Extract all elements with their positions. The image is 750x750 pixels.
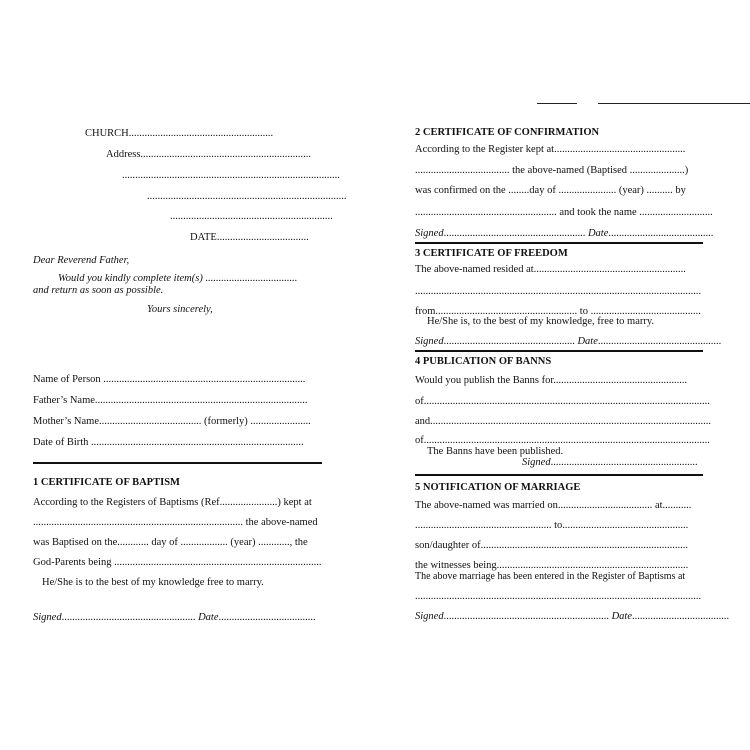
banns-line-1: Would you publish the Banns for................................................... (415, 375, 688, 386)
date-label: Date (587, 228, 609, 239)
date-of-birth-field: Date of Birth ................................................................................. (33, 437, 304, 448)
marriage-line-6: ............................................................................................................. (415, 591, 702, 602)
date-label: Date (611, 611, 632, 622)
signed-label: Signed (415, 336, 444, 347)
freedom-signed-line (415, 336, 721, 348)
church-field: CHURCH....................................................... (85, 128, 274, 139)
baptism-line-1: According to the Registers of Baptisms (Ref......................) kept at (33, 497, 312, 508)
date-label: Date (198, 612, 219, 623)
fathers-name-field: Father’s Name................................................................................. (33, 395, 308, 406)
date-field: DATE................................... (190, 232, 309, 243)
request-line-1: Would you kindly complete item(s) ................................... (58, 273, 298, 284)
freedom-line-4: He/She is, to the best of my knowledge, free to marry. (427, 316, 655, 327)
signed-label: Signed (415, 228, 444, 239)
marriage-line-4: the witnesses being......................................................................... (415, 560, 689, 571)
sign-off: Yours sincerely, (147, 304, 213, 315)
salutation: Dear Reverend Father, (33, 255, 130, 266)
baptism-line-5: He/She is to the best of my knowledge free to marry. (42, 577, 264, 588)
date-label: Date (577, 336, 598, 347)
header-rule-1 (537, 103, 577, 104)
baptism-line-4: God-Parents being ............................................................................... (33, 557, 322, 568)
request-line-2: and return as soon as possible. (33, 285, 164, 296)
address-line-3: ............................................................................ (147, 191, 347, 202)
confirmation-line-3: was confirmed on the ........day of ...................... (year) .......... by (415, 185, 686, 196)
address-line-4: .............................................................. (170, 211, 333, 222)
marriage-line-3: son/daughter of............................................................................... (415, 540, 688, 551)
confirmation-line-1: According to the Register kept at.................................................. (415, 144, 686, 155)
banns-line-4: of............................................................................................................. (415, 435, 710, 446)
section-divider (415, 242, 703, 244)
date-dots: ..................................... (632, 611, 730, 622)
section-divider (33, 462, 322, 464)
banns-line-2: of............................................................................................................. (415, 396, 710, 407)
signed-dots: ................................................... (61, 612, 196, 623)
freedom-heading: 3 CERTIFICATE OF FREEDOM (415, 248, 568, 259)
marriage-heading: 5 NOTIFICATION OF MARRIAGE (415, 482, 581, 493)
signed-label: Signed (522, 457, 551, 468)
freedom-line-3: from...................................................... to .......................................... (415, 306, 701, 317)
freedom-line-1: The above-named resided at.......................................................... (415, 264, 686, 275)
baptism-line-2: ................................................................................ the above-named (33, 517, 318, 528)
signed-dots: ...................................................... (443, 228, 586, 239)
signed-label: Signed (415, 611, 444, 622)
confirmation-line-4: ...................................................... and took the name ............................ (415, 207, 713, 218)
banns-signed-line (522, 457, 698, 469)
date-dots: ..................................... (218, 612, 316, 623)
address-field: Address................................................................. (106, 149, 312, 160)
confirmation-signed-line (415, 228, 713, 240)
mothers-name-field: Mother’s Name....................................... (formerly) ....................... (33, 416, 311, 427)
banns-line-5: The Banns have been published. (427, 446, 564, 457)
confirmation-heading: 2 CERTIFICATE OF CONFIRMATION (415, 127, 600, 138)
marriage-line-5: The above marriage has been entered in the Register of Baptisms at (415, 571, 686, 582)
marriage-line-1: The above-named was married on.................................... at........... (415, 500, 692, 511)
signed-dots: ............................................................... (443, 611, 609, 622)
signed-dots: .................................................. (443, 336, 575, 347)
date-dots: ............................................... (597, 336, 722, 347)
marriage-signed-line (415, 611, 729, 623)
baptism-signed-line (33, 612, 316, 624)
name-of-person-field: Name of Person ............................................................................. (33, 374, 306, 385)
baptism-line-3: was Baptised on the............ day of .................. (year) ............, the (33, 537, 308, 548)
section-divider (415, 350, 703, 352)
address-line-2: ................................................................................... (122, 170, 340, 181)
header-rule-2 (598, 103, 750, 104)
banns-heading: 4 PUBLICATION OF BANNS (415, 356, 552, 367)
confirmation-line-2: .................................... the above-named (Baptised .....................) (415, 165, 689, 176)
date-dots: ........................................ (608, 228, 714, 239)
signed-dots: ........................................................ (550, 457, 698, 468)
freedom-line-2: ............................................................................................................. (415, 286, 702, 297)
signed-label: Signed (33, 612, 62, 623)
banns-line-3: and........................................................................................................... (415, 416, 712, 427)
baptism-heading: 1 CERTIFICATE OF BAPTISM (33, 477, 180, 488)
marriage-line-2: .................................................... to................................................ (415, 520, 689, 531)
section-divider (415, 474, 703, 476)
